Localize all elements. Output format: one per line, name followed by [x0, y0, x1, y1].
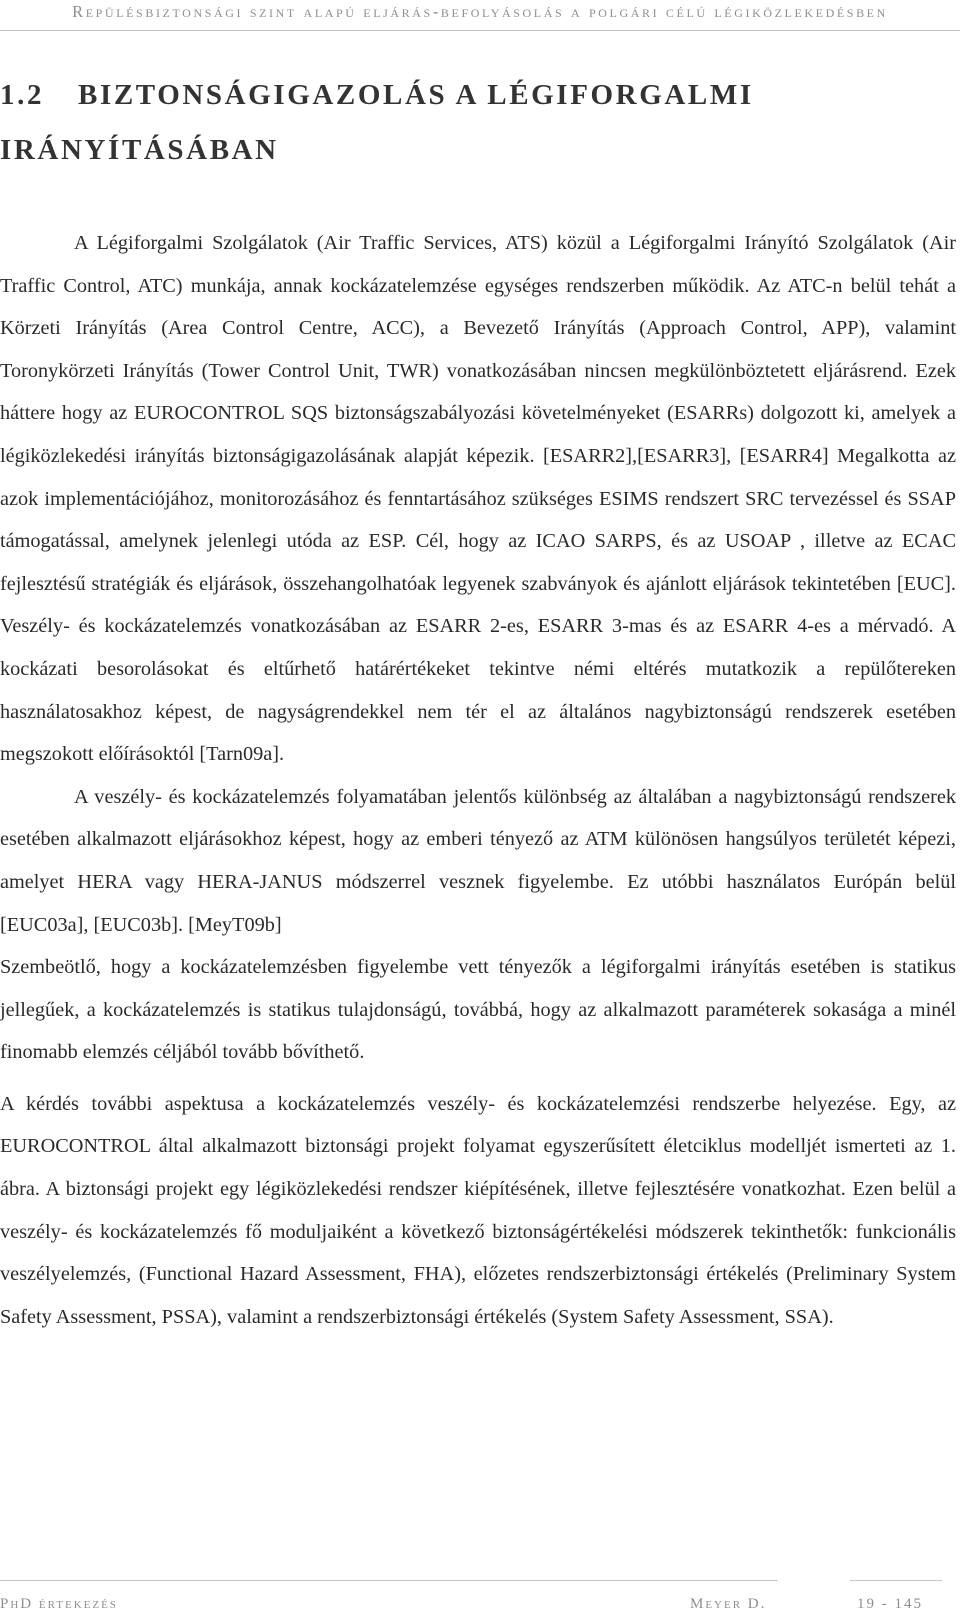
footer-page-number: 19 - 145 [857, 1596, 923, 1612]
running-header: Repülésbiztonsági szint alapú eljárás-befolyásolás a polgári célú légiközlekedésben [72, 2, 888, 21]
paragraph-static-factors: Szembeötlő, hogy a kockázatelemzésben figyelembe vett tényezők a légiforgalmi irányítás esetében is statikus jellegűek, a kockázatelemzés is statikus tulajdonságú, továbbá, hogy az alkalmazott paraméterek sokasága a minél finomabb elemzés céljából tovább bővíthető. [0, 956, 956, 1064]
section-heading [0, 68, 960, 178]
section-title-line1: BIZTONSÁGIGAZOLÁS A LÉGIFORGALMI [78, 79, 754, 111]
section-title-line2: IRÁNYÍTÁSÁBAN [0, 134, 279, 166]
body-text [0, 222, 956, 1338]
header-divider [0, 30, 960, 31]
footer-document-type: PhD értekezés [0, 1596, 118, 1612]
paragraph-lifecycle: A kérdés további aspektusa a kockázatelemzés veszély- és kockázatelemzési rendszerbe helyezése. Egy, az EUROCONTROL által alkalmazott biztonsági projekt folyamat egyszerűsített életciklus modelljét ismerteti az 1. ábra. A biztonsági projekt egy légiközlekedési rendszer kiépítésének, illetve fejlesztésére vonatkozhat. Ezen belül a veszély- és kockázatelemzés fő moduljaiként a következő biztonságértékelési módszerek tekinthetők: funkcionális veszélyelemzés, (Functional Hazard Assessment, FHA), előzetes rendszerbiztonsági értékelés (Preliminary System Safety Assessment, PSSA), valamint a rendszerbiztonsági értékelés (System Safety Assessment, SSA). [0, 1092, 956, 1328]
paragraph-human-factor: A veszély- és kockázatelemzés folyamatában jelentős különbség az általában a nagybiztonságú rendszerek esetében alkalmazott eljárásokhoz képest, hogy az emberi tényező az ATM különösen hangsúlyos területét képezi, amelyet HERA vagy HERA-JANUS módszerrel vesznek figyelembe. Ez utóbbi használatos Európán belül [EUC03a], [EUC03b]. [MeyT09b] [0, 785, 956, 936]
footer-divider-right [850, 1580, 942, 1581]
footer-author: Meyer D. [690, 1596, 767, 1612]
footer-divider-left [0, 1580, 778, 1581]
paragraph-atc-intro: A Légiforgalmi Szolgálatok (Air Traffic Services, ATS) közül a Légiforgalmi Irányító Szolgálatok (Air Traffic Control, ATC) munkája, annak kockázatelemzése egységes rendszerben működik. Az ATC-n belül tehát a Körzeti Irányítás (Area Control Centre, ACC), a Bevezető Irányítás (Approach Control, APP), valamint Toronykörzeti Irányítás (Tower Control Unit, TWR) vonatkozásában nincsen megkülönböztetett eljárásrend. Ezek háttere hogy az EUROCONTROL SQS biztonságszabályozási követelményeket (ESARRs) dolgozott ki, amelyek a légiközlekedési irányítás biztonságigazolásának alapját képezik. [ESARR2],[ESARR3], [ESARR4] Megalkotta az azok implementációjához, monitorozásához és fenntartásához szükséges ESIMS rendszert SRC tervezéssel és SSAP támogatással, amelynek jelenlegi utóda az ESP. Cél, hogy az ICAO SARPS, és az USOAP , illetve az ECAC fejlesztésű stratégiák és eljárások, összehangolhatóak legyenek szabványok és ajánlott eljárások tekintetében [EUC]. Veszély- és kockázatelemzés vonatkozásában az ESARR 2-es, ESARR 3-mas és az ESARR 4-es a mérvadó. A kockázati besorolásokat és eltűrhető határértékeket tekintve némi eltérés mutatkozik a repülőtereken használatosakhoz képest, de nagyságrendekkel nem tér el az általános nagybiztonságú rendszerek esetében megszokott előírásoktól [Tarn09a]. [0, 232, 956, 766]
section-number: 1.2 [0, 79, 45, 111]
